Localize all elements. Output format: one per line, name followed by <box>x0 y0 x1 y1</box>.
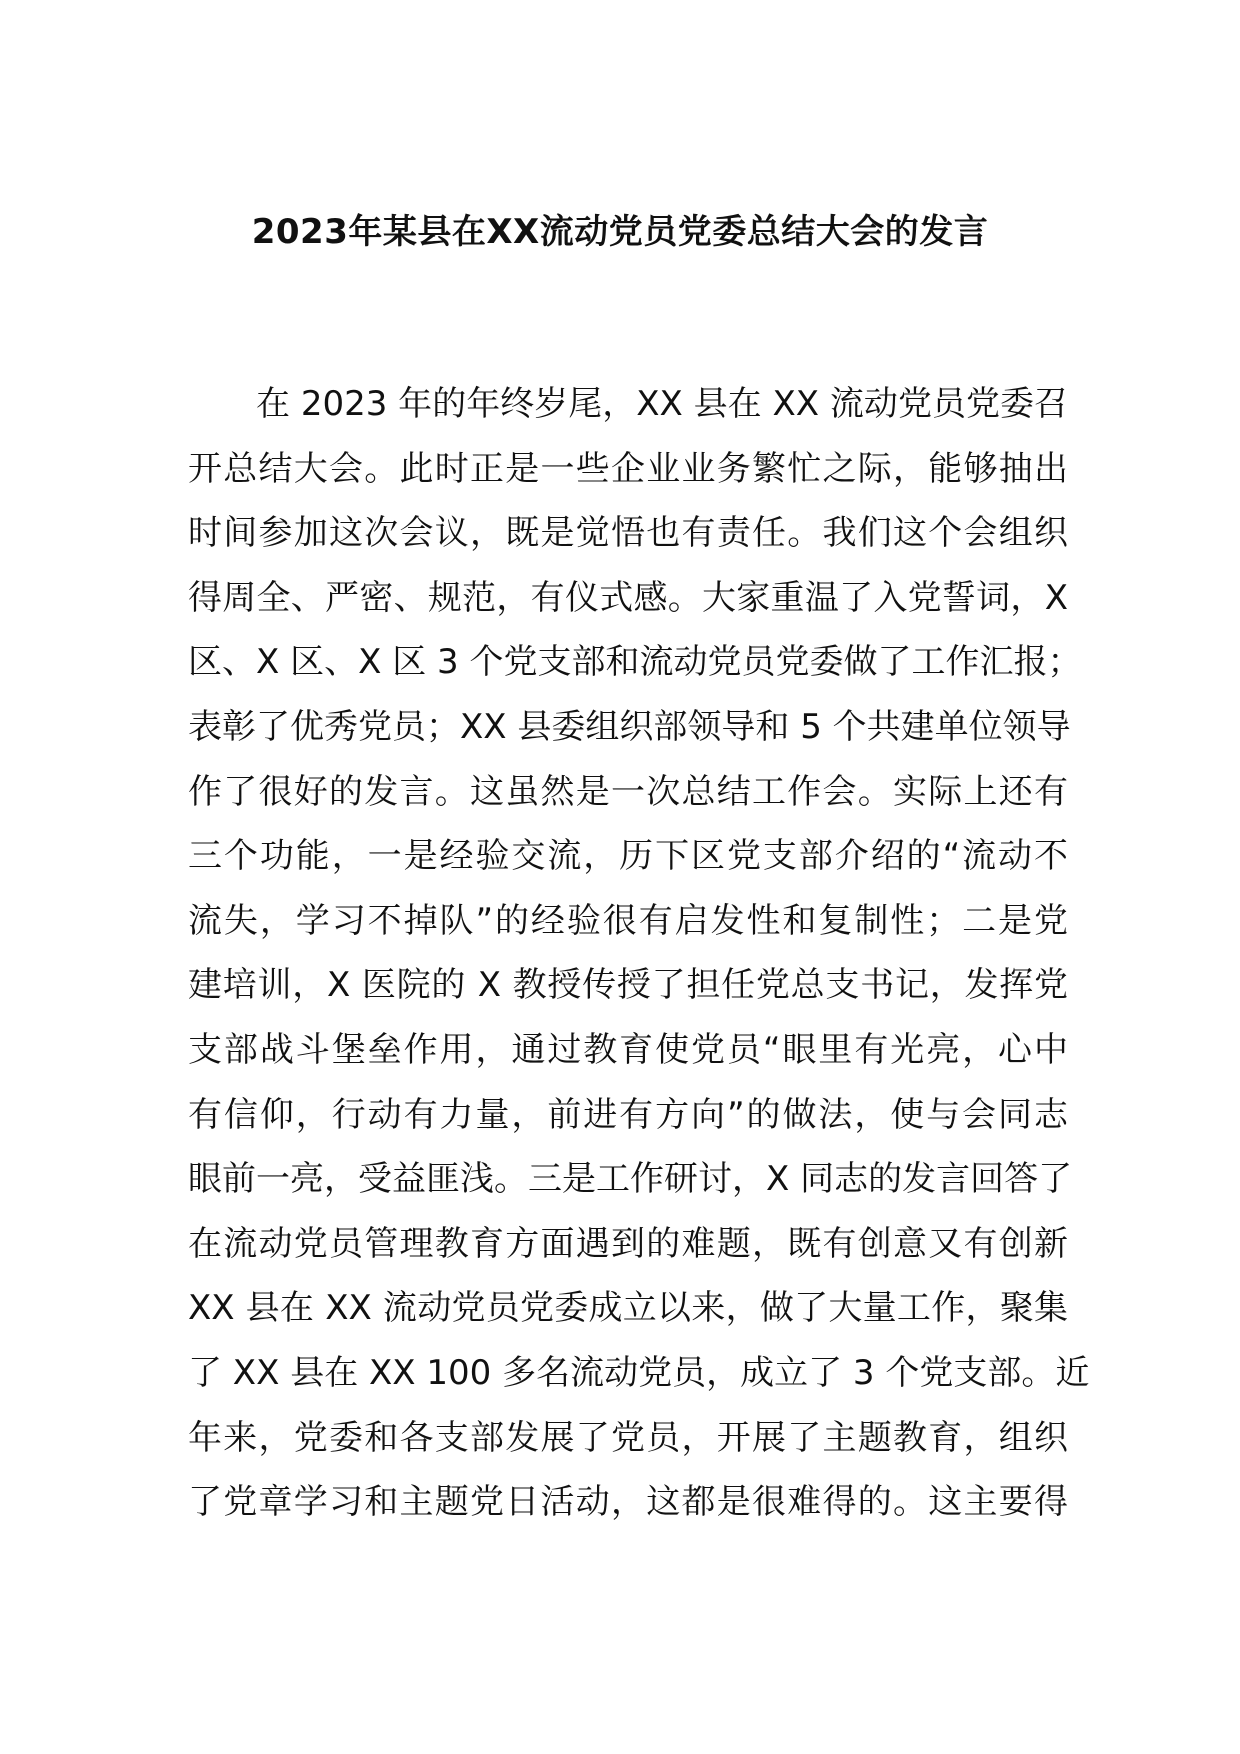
body-line: 在 2023 年的年终岁尾，XX 县在 XX 流动党员党委召 <box>256 384 1068 424</box>
body-line: 支部战斗堡垒作用，通过教育使党员“眼里有光亮，心中 <box>188 1029 1068 1070</box>
body-line: 三个功能，一是经验交流，历下区党支部介绍的“流动不 <box>188 836 1068 877</box>
body-line: 了 XX 县在 XX 100 多名流动党员，成立了 3 个党支部。近 <box>188 1352 1090 1393</box>
body-line: 年来，党委和各支部发展了党员，开展了主题教育，组织 <box>188 1417 1068 1458</box>
body-line: 流失，学习不掉队”的经验很有启发性和复制性；二是党 <box>188 900 1068 941</box>
body-line: 了党章学习和主题党日活动，这都是很难得的。这主要得 <box>188 1482 1068 1523</box>
body-line: 作了很好的发言。这虽然是一次总结工作会。实际上还有 <box>188 771 1068 812</box>
body-line: 在流动党员管理教育方面遇到的难题，既有创意又有创新 <box>188 1223 1068 1264</box>
body-line: 表彰了优秀党员；XX 县委组织部领导和 5 个共建单位领导 <box>188 706 1071 747</box>
body-line: 区、X 区、X 区 3 个党支部和流动党员党委做了工作汇报； <box>188 642 1082 683</box>
body-line: 时间参加这次会议，既是觉悟也有责任。我们这个会组织 <box>188 513 1068 554</box>
document-body <box>188 372 1090 1535</box>
body-line: 建培训，X 医院的 X 教授传授了担任党总支书记，发挥党 <box>188 965 1068 1006</box>
document-title: 2023年某县在XX流动党员党委总结大会的发言 <box>251 212 989 252</box>
body-line: 得周全、严密、规范，有仪式感。大家重温了入党誓词，X <box>188 577 1068 618</box>
body-line: 开总结大会。此时正是一些企业业务繁忙之际，能够抽出 <box>188 448 1068 489</box>
body-line: 有信仰，行动有力量，前进有方向”的做法，使与会同志 <box>188 1094 1068 1135</box>
body-line: 眼前一亮，受益匪浅。三是工作研讨，X 同志的发言回答了 <box>188 1159 1073 1200</box>
body-line: XX 县在 XX 流动党员党委成立以来，做了大量工作，聚集 <box>188 1288 1068 1329</box>
